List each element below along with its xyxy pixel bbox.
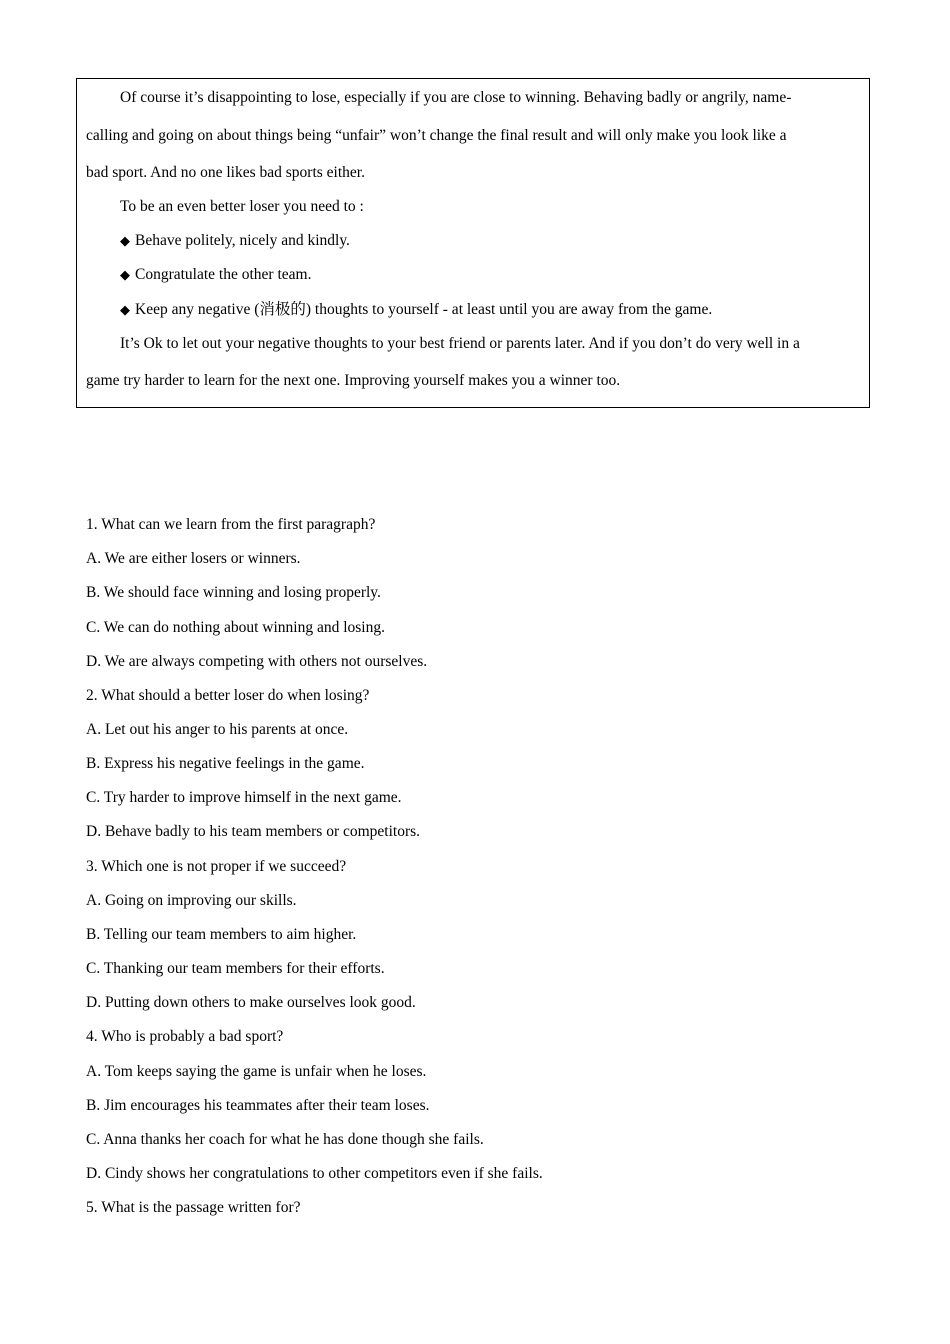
question-1-option-c: C. We can do nothing about winning and losing. bbox=[86, 619, 385, 636]
question-4-option-a: A. Tom keeps saying the game is unfair when he loses. bbox=[86, 1063, 427, 1080]
bullet-text: Congratulate the other team. bbox=[135, 266, 312, 283]
question-3-option-c: C. Thanking our team members for their efforts. bbox=[86, 960, 385, 977]
question-2-option-c: C. Try harder to improve himself in the next game. bbox=[86, 789, 402, 806]
bullet-item-1 bbox=[120, 231, 350, 252]
bullet-text: Keep any negative (消极的) thoughts to yourself - at least until you are away from the game. bbox=[135, 301, 713, 318]
passage-p1-line3: bad sport. And no one likes bad sports either. bbox=[86, 164, 365, 181]
question-4-option-b: B. Jim encourages his teammates after their team loses. bbox=[86, 1097, 430, 1114]
passage-p3-line1: It’s Ok to let out your negative thoughts to your best friend or parents later. And if you don’t do very well in a bbox=[120, 335, 800, 352]
passage-p1-line1: Of course it’s disappointing to lose, especially if you are close to winning. Behaving badly or angrily, name- bbox=[120, 89, 792, 106]
question-4-option-d: D. Cindy shows her congratulations to other competitors even if she fails. bbox=[86, 1165, 543, 1182]
question-4-stem: 4. Who is probably a bad sport? bbox=[86, 1028, 284, 1045]
diamond-bullet-icon: ◆ bbox=[120, 303, 130, 318]
question-1-option-a: A. We are either losers or winners. bbox=[86, 550, 301, 567]
bullet-text: Behave politely, nicely and kindly. bbox=[135, 232, 350, 249]
question-5-stem: 5. What is the passage written for? bbox=[86, 1199, 301, 1216]
passage-p1-line2: calling and going on about things being “unfair” won’t change the final result and will only make you look like a bbox=[86, 127, 787, 144]
question-3-option-a: A. Going on improving our skills. bbox=[86, 892, 297, 909]
passage-p2: To be an even better loser you need to : bbox=[120, 198, 364, 215]
bullet-item-2 bbox=[120, 265, 311, 286]
passage-p3-line2: game try harder to learn for the next one. Improving yourself makes you a winner too. bbox=[86, 372, 621, 389]
question-4-option-c: C. Anna thanks her coach for what he has done though she fails. bbox=[86, 1131, 484, 1148]
question-2-option-d: D. Behave badly to his team members or competitors. bbox=[86, 823, 421, 840]
bullet-item-3 bbox=[120, 300, 712, 321]
question-3-option-b: B. Telling our team members to aim higher. bbox=[86, 926, 357, 943]
question-2-option-b: B. Express his negative feelings in the game. bbox=[86, 755, 365, 772]
question-1-option-d: D. We are always competing with others not ourselves. bbox=[86, 653, 428, 670]
question-1-stem: 1. What can we learn from the first paragraph? bbox=[86, 516, 376, 533]
question-2-stem: 2. What should a better loser do when losing? bbox=[86, 687, 370, 704]
question-1-option-b: B. We should face winning and losing properly. bbox=[86, 584, 381, 601]
question-3-stem: 3. Which one is not proper if we succeed? bbox=[86, 858, 347, 875]
diamond-bullet-icon: ◆ bbox=[120, 234, 130, 249]
question-3-option-d: D. Putting down others to make ourselves look good. bbox=[86, 994, 416, 1011]
question-2-option-a: A. Let out his anger to his parents at once. bbox=[86, 721, 349, 738]
diamond-bullet-icon: ◆ bbox=[120, 268, 130, 283]
